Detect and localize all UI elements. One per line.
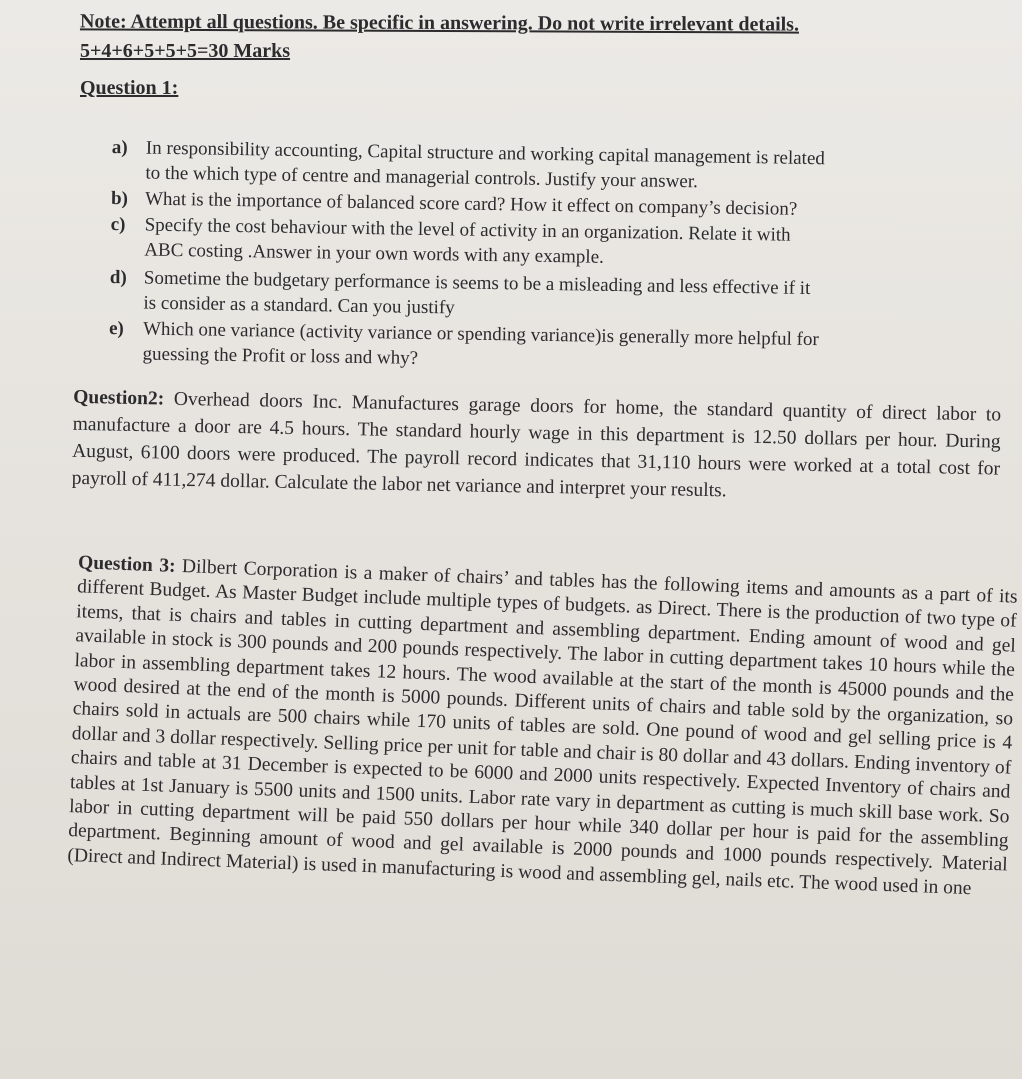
question-2-text: Overhead doors Inc. Manufactures garage doors for home, the standard quantity of direct labor to manufacture a door are 4.5 hours. The standard hourly wage in this department is 12.50 dollars per hour. During August, 6100 doors were produced. The payroll record indicates that 31,110 hours were worked at a total cost for payroll of 411,274 dollar. Calculate the labor net variance and interpret your results. (71, 388, 1002, 502)
q1-item-c: c) Specify the cost behaviour with the level of activity in an organization. Relate it with (110, 214, 791, 246)
q1-item-b: b) What is the importance of balanced score card? How it effect on company’s decision? (110, 188, 798, 220)
q1-item-a: a) In responsibility accounting, Capital structure and working capital management is related (111, 137, 826, 170)
question-1-title: Question 1: (80, 77, 179, 99)
question-2 (71, 384, 1001, 510)
q1-item-c-cont: ABC costing .Answer in your own words with any example. (144, 239, 605, 268)
q1-item-d-cont: is consider as a standard. Can you justify (143, 292, 455, 319)
q1-item-e-cont: guessing the Profit or loss and why? (142, 343, 419, 369)
q1-item-d: d) Sometime the budgetary performance is seems to be a misleading and less effective if it (109, 267, 811, 300)
marks-breakdown: 5+4+6+5+5+5=30 Marks (80, 40, 291, 62)
question-3 (67, 551, 1018, 903)
instructions-note: Note: Attempt all questions. Be specific in answering. Do not write irrelevant details. (79, 10, 800, 36)
q1-item-a-cont: to the which type of centre and managerial controls. Justify your answer. (145, 162, 699, 193)
question-2-title: Question2: (73, 386, 165, 410)
question-3-title: Question 3: (77, 552, 176, 577)
q1-item-e: e) Which one variance (activity variance or spending variance)is generally more helpful for (108, 318, 819, 351)
question-3-text: Dilbert Corporation is a maker of chairs’ and tables has the following items and amounts as a part of its different Budget. As Master Budget include multiple types of budgets. as Direct. There is the production of two type of items, that is chairs and tables in cutting department and assembling department. Ending amount of wood and gel available in stock is 300 pounds and 200 pounds respectively. The labor in cutting department takes 10 hours while the labor in assembling department takes 12 hours. The wood available at the start of the month is 45000 pounds and the wood desired at the end of the month is 5000 pounds. Different units of chairs and table sold by the organization, so chairs sold in actuals are 500 chairs while 170 units of tables are sold. One pound of wood and gel selling price is 4 dollar and 3 dollar respectively. Selling price per unit for table and chair is 80 dollar and 43 dollars. Ending inventory of chairs and table at 31 December is expected to be 6000 and 2000 units respectively. Expected Inventory of chairs and tables at 1st January is 5500 units and 1500 units. Labor rate vary in department as cutting is much skill base work. So labor in cutting department will be paid 550 dollars per hour while 340 dollar per hour is paid for the assembling department. Beginning amount of wood and gel available is 2000 pounds and 1000 pounds respectively. Material (Direct and Indirect Material) is used in manufacturing is wood and assembling gel, nails etc. The wood used in one (67, 556, 1018, 900)
